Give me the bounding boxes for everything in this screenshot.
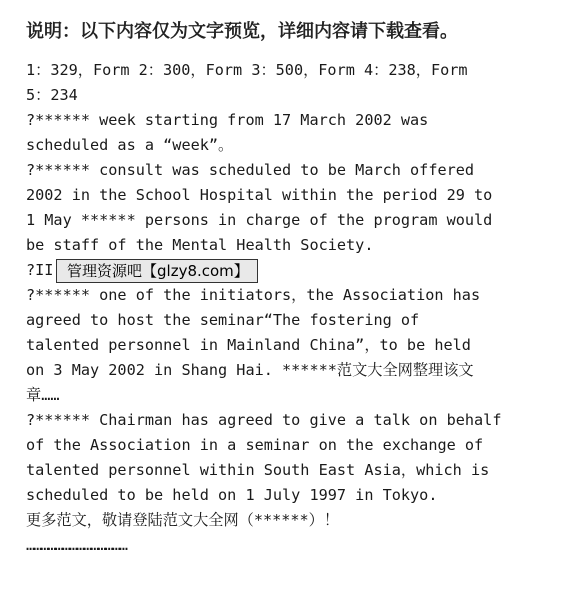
text-line-16: talented personnel within South East Asia，which is [26,461,490,479]
text-line-14: ?****** Chairman has agreed to give a talk on behalf [26,411,502,429]
text-line-11: talented personnel in Mainland China”，to be held [26,336,471,354]
watermark-prefix: ?II [26,261,54,279]
text-line-8: be staff of the Mental Health Society. [26,236,374,254]
document-body [26,58,566,558]
text-line-3: ?****** week starting from 17 March 2002 was [26,111,429,129]
text-line-6: 2002 in the School Hospital within the period 29 to [26,186,493,204]
text-line-18: 更多范文，敬请登陆范文大全网（******）！ [26,511,340,529]
text-line-7: 1 May ****** persons in charge of the program would [26,211,493,229]
text-line-2: 5：234 [26,86,78,104]
text-line-13: 章…… [26,386,60,404]
text-line-9: ?****** one of the initiators，the Association has [26,286,481,304]
text-line-15: of the Association in a seminar on the exchange of [26,436,484,454]
text-line-4: scheduled as a “week”。 [26,136,234,154]
text-line-17: scheduled to be held on 1 July 1997 in Tokyo. [26,486,438,504]
text-line-1: 1：329，Form 2：300，Form 3：500，Form 4：238，Form [26,61,468,79]
text-line-10: agreed to host the seminar“The fostering of [26,311,420,329]
text-line-12: on 3 May 2002 in Shang Hai. ******范文大全网整理该文 [26,361,474,379]
trailing-dots: …………………………………… [26,536,127,554]
preview-notice-heading: 说明：以下内容仅为文字预览，详细内容请下载查看。 [26,21,458,42]
text-line-5: ?****** consult was scheduled to be March offered [26,161,475,179]
site-watermark-banner: 管理资源吧【glzy8.com】 [56,259,258,283]
watermark-line [26,258,566,283]
